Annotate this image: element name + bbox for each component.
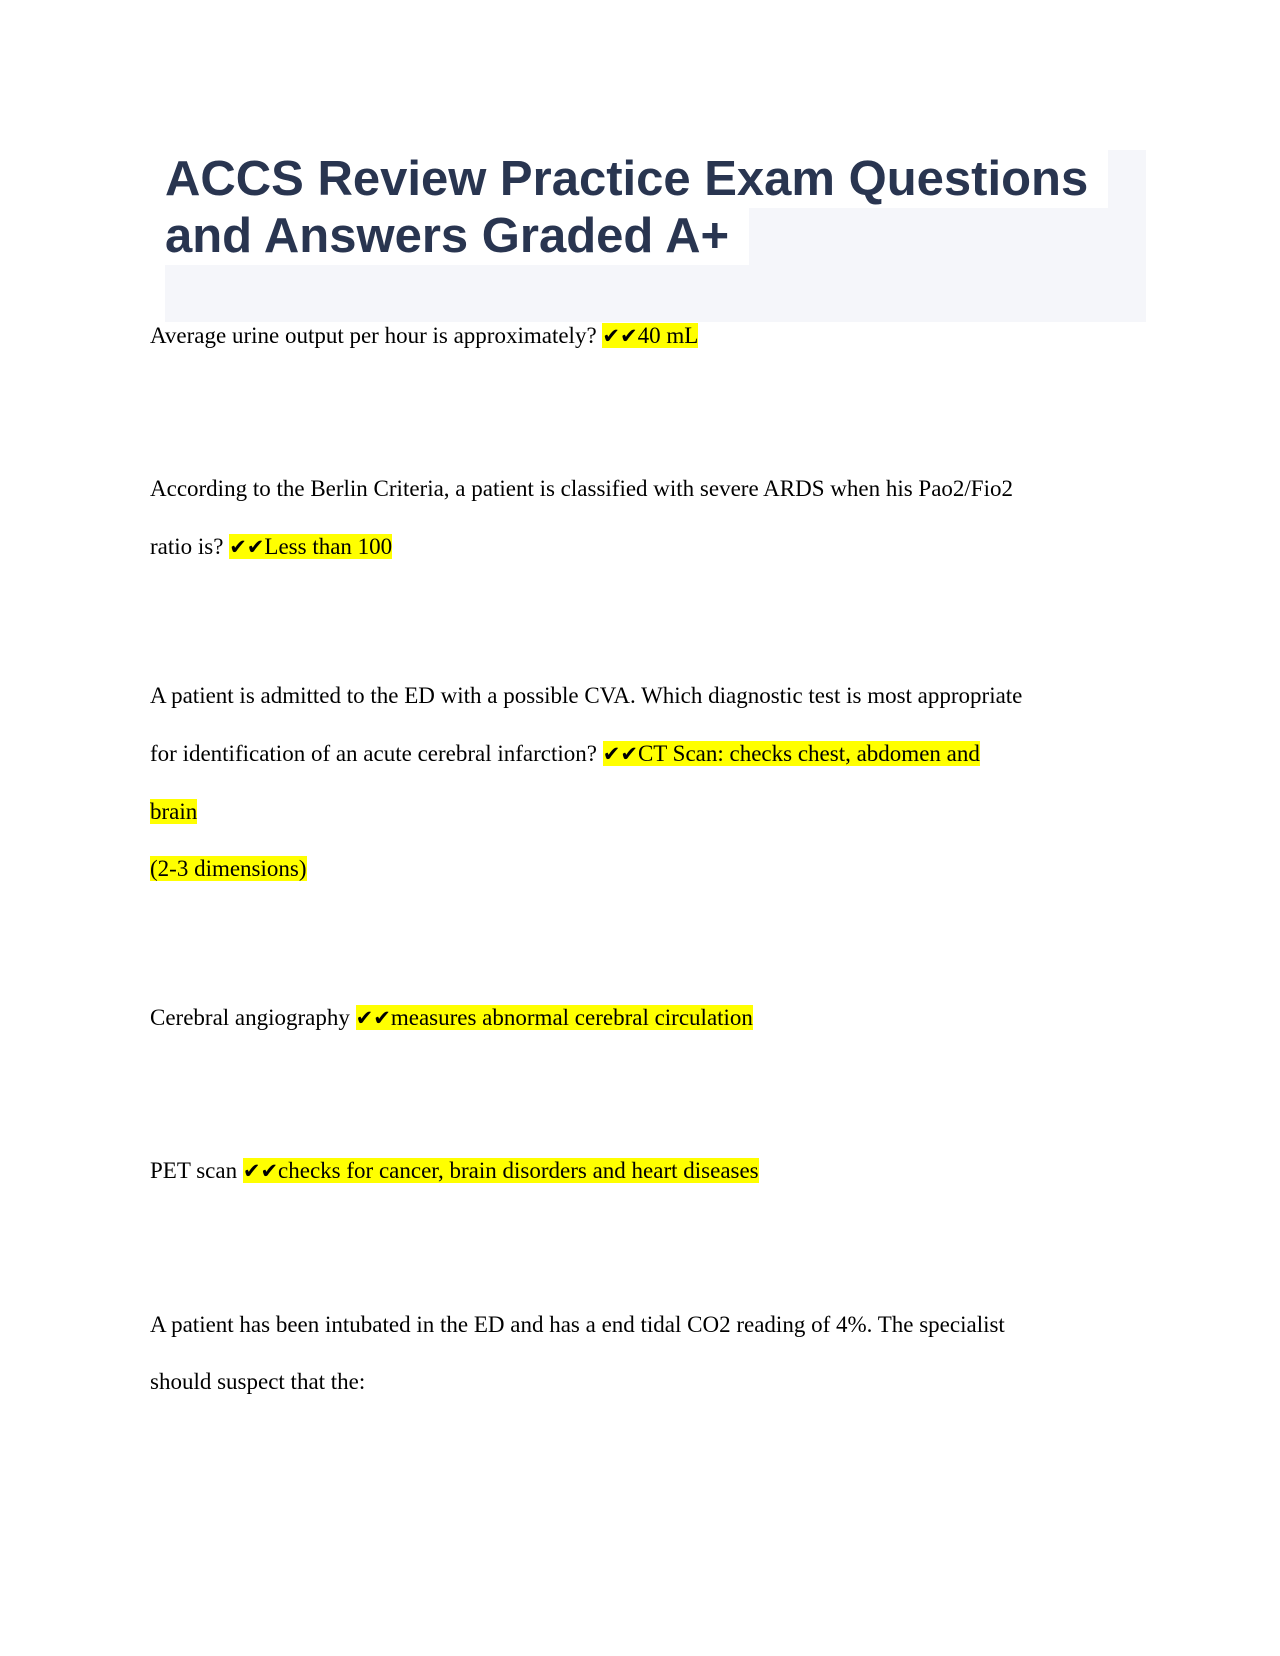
checkmark-icon: ✔✔ [242,1159,279,1183]
answer-text: 40 mL [637,323,699,348]
answer-highlight [356,1005,753,1030]
qa-item-2-question-line-1 [150,474,1013,504]
qa-item-3-question-line-2 [150,739,980,769]
checkmark-icon: ✔✔ [355,1006,391,1030]
qa-item-3-question-line-1 [150,681,1022,711]
qa-item-3-answer-line-3 [150,854,307,884]
question-text: According to the Berlin Criteria, a patient is classified with severe ARDS when his Pao2/Fio2 [150,476,1013,501]
document-title-line-1: ACCS Review Practice Exam Questions [165,150,1108,208]
qa-item-6-question-line-1 [150,1310,1005,1340]
question-text: Cerebral angiography [150,1005,356,1030]
answer-highlight [603,741,980,766]
answer-highlight [602,323,698,348]
qa-item-1 [150,321,698,351]
question-text: should suspect that the: [150,1369,366,1394]
answer-highlight [229,534,392,559]
question-text: A patient is admitted to the ED with a possible CVA. Which diagnostic test is most appropriate [150,683,1023,708]
answer-text: (2-3 dimensions) [150,856,307,881]
answer-text: CT Scan: checks chest, abdomen and [637,741,980,766]
answer-highlight [243,1158,759,1183]
question-text: A patient has been intubated in the ED and has a end tidal CO2 reading of 4%. The specialist [150,1312,1005,1337]
qa-item-4 [150,1003,753,1033]
answer-text: brain [150,799,198,824]
question-text: ratio is? [150,534,230,559]
checkmark-icon: ✔✔ [602,742,638,766]
qa-item-2-question-line-2 [150,532,392,562]
question-text: PET scan [150,1158,243,1183]
qa-item-5 [150,1156,759,1186]
checkmark-icon: ✔✔ [602,324,638,348]
document-title-line-2: and Answers Graded A+ [165,207,749,265]
answer-text: checks for cancer, brain disorders and heart diseases [278,1158,759,1183]
answer-text: Less than 100 [264,534,393,559]
answer-text: measures abnormal cerebral circulation [390,1005,753,1030]
question-text: for identification of an acute cerebral infarction? [150,741,603,766]
qa-item-6-question-line-2 [150,1367,365,1397]
qa-item-3-answer-line-2 [150,797,197,827]
checkmark-icon: ✔✔ [229,535,265,559]
question-text: Average urine output per hour is approximately? [150,323,603,348]
